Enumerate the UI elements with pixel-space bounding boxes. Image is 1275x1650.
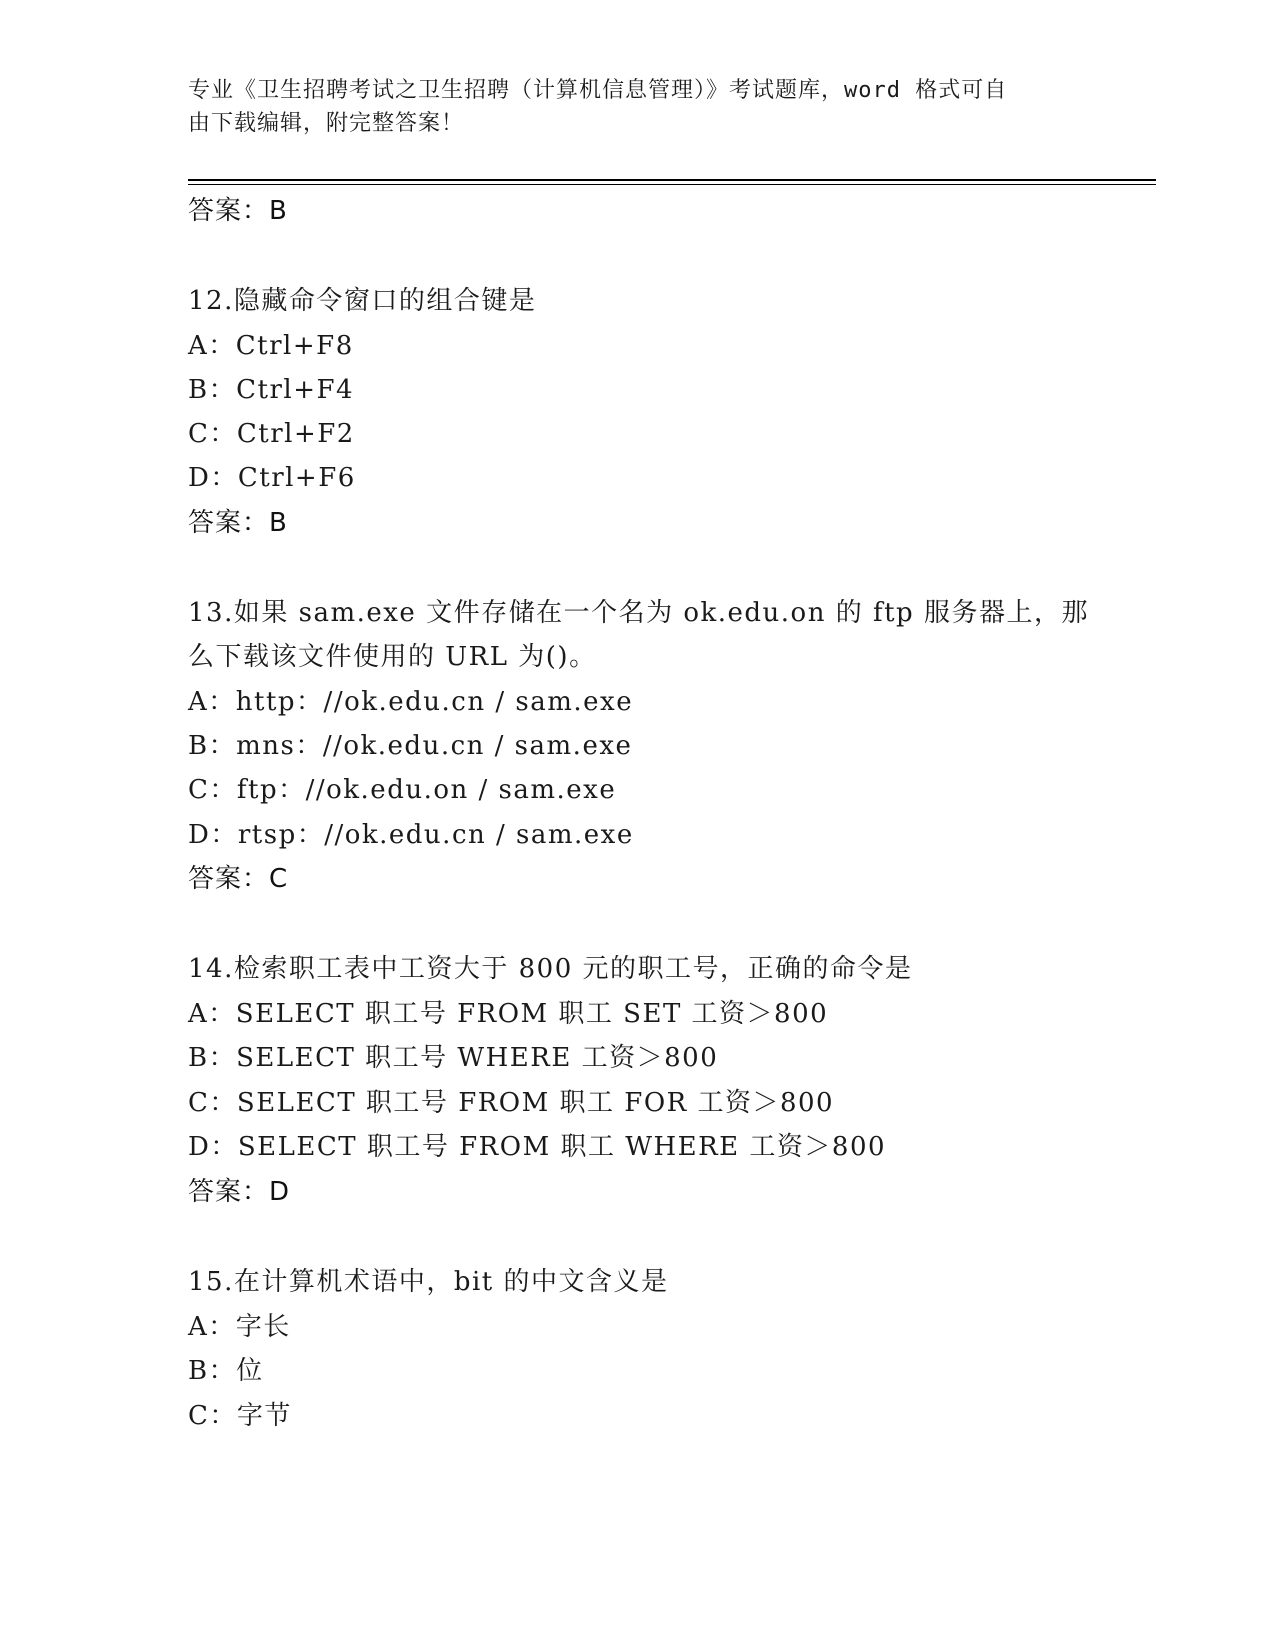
question-15-option-b: B：位 xyxy=(188,1356,264,1386)
question-13-option-c: C：ftp：//ok.edu.on / sam.exe xyxy=(188,775,617,805)
question-14-stem: 14.检索职工表中工资大于 800 元的职工号，正确的命令是 xyxy=(188,954,913,984)
question-15-stem: 15.在计算机术语中，bit 的中文含义是 xyxy=(188,1267,669,1297)
question-13-option-d: D：rtsp：//ok.edu.cn / sam.exe xyxy=(188,820,634,850)
question-15-option-c: C：字节 xyxy=(188,1401,292,1431)
question-12-option-c: C：Ctrl+F2 xyxy=(188,419,355,449)
question-14-option-d: D：SELECT 职工号 FROM 职工 WHERE 工资＞800 xyxy=(188,1132,887,1162)
question-13-option-a: A：http：//ok.edu.cn / sam.exe xyxy=(188,687,634,717)
header-line-2: 由下载编辑，附完整答案！ xyxy=(188,111,465,136)
question-14-answer: 答案：D xyxy=(188,1177,291,1207)
question-12-answer: 答案：B xyxy=(188,508,288,538)
document-header xyxy=(188,74,1068,140)
question-13-option-b: B：mns：//ok.edu.cn / sam.exe xyxy=(188,731,633,761)
question-12-stem: 12.隐藏命令窗口的组合键是 xyxy=(188,286,537,316)
question-12-option-b: B：Ctrl+F4 xyxy=(188,375,355,405)
question-14-option-b: B：SELECT 职工号 WHERE 工资＞800 xyxy=(188,1043,719,1073)
answer-11: 答案：B xyxy=(188,196,288,226)
question-14-option-a: A：SELECT 职工号 FROM 职工 SET 工资＞800 xyxy=(188,999,829,1029)
question-13-stem-line-2: 么下载该文件使用的 URL 为()。 xyxy=(188,642,597,672)
question-13-answer: 答案：C xyxy=(188,864,289,894)
header-divider-thick xyxy=(188,179,1156,181)
question-13-stem-line-1: 13.如果 sam.exe 文件存储在一个名为 ok.edu.on 的 ftp 服务器上，那 xyxy=(188,598,1089,628)
header-line-1: 专业《卫生招聘考试之卫生招聘（计算机信息管理）》考试题库，word 格式可自 xyxy=(188,78,1008,103)
question-12-option-a: A：Ctrl+F8 xyxy=(188,331,354,361)
header-divider-thin xyxy=(188,184,1156,185)
question-14-option-c: C：SELECT 职工号 FROM 职工 FOR 工资＞800 xyxy=(188,1088,835,1118)
question-12-option-d: D：Ctrl+F6 xyxy=(188,463,356,493)
question-15-option-a: A：字长 xyxy=(188,1312,291,1342)
